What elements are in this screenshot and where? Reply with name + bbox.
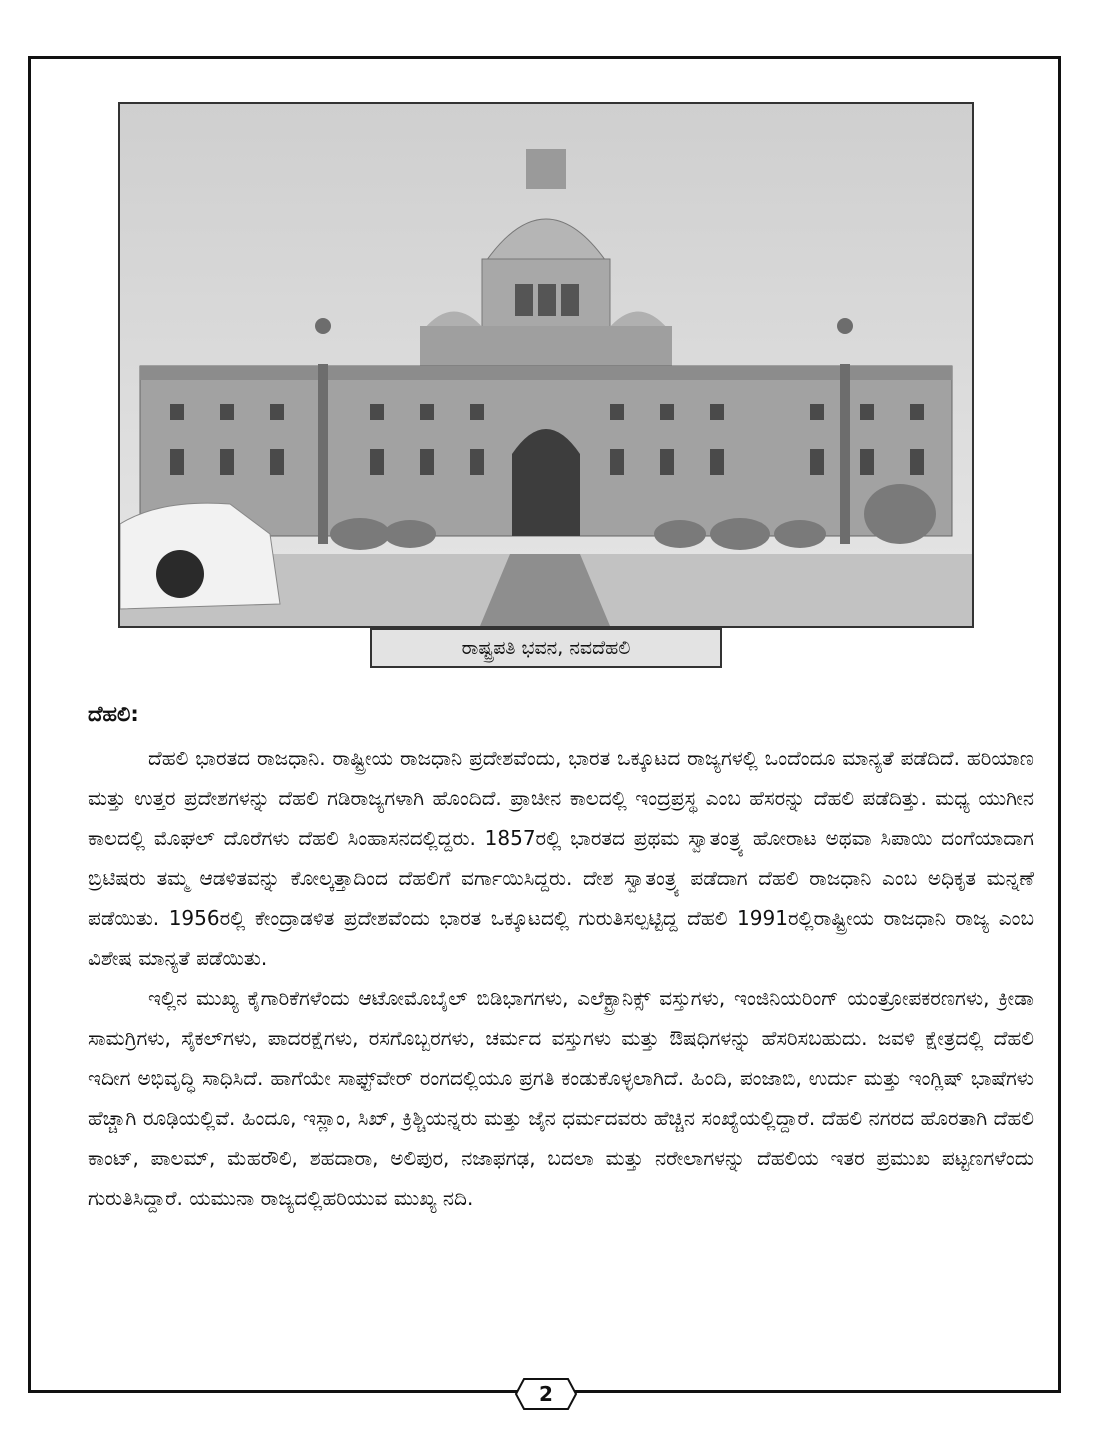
page-number: 2 xyxy=(539,1382,553,1406)
section-heading: ದೆಹಲಿ: xyxy=(88,702,139,726)
section-body xyxy=(88,738,1034,1218)
paragraph: ಇಲ್ಲಿನ ಮುಖ್ಯ ಕೈಗಾರಿಕೆಗಳೆಂದು ಆಟೋಮೊಬೈಲ್ ಬಿಡಿಭಾಗಗಳು, ಎಲೆಕ್ಟ್ರಾನಿಕ್ಸ್ ವಸ್ತುಗಳು, ಇಂಜಿನಿಯರಿಂಗ್ ಯಂತ್ರೋಪಕರಣಗಳು, ಕ್ರೀಡಾ ಸಾಮಗ್ರಿಗಳು, ಸೈಕಲ್‌ಗಳು, ಪಾದರಕ್ಷೆಗಳು, ರಸಗೊಬ್ಬರಗಳು, ಚರ್ಮದ ವಸ್ತುಗಳು ಮತ್ತು ಔಷಧಿಗಳನ್ನು ಹೆಸರಿಸಬಹುದು. ಜವಳಿ ಕ್ಷೇತ್ರದಲ್ಲಿ ದೆಹಲಿ ಇದೀಗ ಅಭಿವೃದ್ಧಿ ಸಾಧಿಸಿದೆ. ಹಾಗೆಯೇ ಸಾಫ್ಟ್‌ವೇರ್ ರಂಗದಲ್ಲಿಯೂ ಪ್ರಗತಿ ಕಂಡುಕೊಳ್ಳಲಾಗಿದೆ. ಹಿಂದಿ, ಪಂಜಾಬಿ, ಉರ್ದು ಮತ್ತು ಇಂಗ್ಲಿಷ್ ಭಾಷೆಗಳು ಹೆಚ್ಚಾಗಿ ರೂಢಿಯಲ್ಲಿವೆ. ಹಿಂದೂ, ಇಸ್ಲಾಂ, ಸಿಖ್, ಕ್ರಿಶ್ಚಿಯನ್ನರು ಮತ್ತು ಜೈನ ಧರ್ಮದವರು ಹೆಚ್ಚಿನ ಸಂಖ್ಯೆಯಲ್ಲಿದ್ದಾರೆ. ದೆಹಲಿ ನಗರದ ಹೊರತಾಗಿ ದೆಹಲಿ ಕಾಂಟ್, ಪಾಲಮ್, ಮೆಹರೌಲಿ, ಶಹದಾರಾ, ಅಲಿಪುರ, ನಜಾಫಗಢ, ಬದಲಾ ಮತ್ತು ನರೇಲಾಗಳನ್ನು ದೆಹಲಿಯ ಇತರ ಪ್ರಮುಖ ಪಟ್ಟಣಗಳೆಂದು ಗುರುತಿಸಿದ್ದಾರೆ. ಯಮುನಾ ರಾಜ್ಯದಲ್ಲಿಹರಿಯುವ ಮುಖ್ಯ ನದಿ. xyxy=(88,986,1034,1210)
photo-caption: ರಾಷ್ಟ್ರಪತಿ ಭವನ, ನವದೆಹಲಿ xyxy=(370,628,722,668)
rashtrapati-bhavan-illustration xyxy=(120,104,972,626)
page-number-badge xyxy=(514,1377,578,1411)
paragraph: ದೆಹಲಿ ಭಾರತದ ರಾಜಧಾನಿ. ರಾಷ್ಟ್ರೀಯ ರಾಜಧಾನಿ ಪ್ರದೇಶವೆಂದು, ಭಾರತ ಒಕ್ಕೂಟದ ರಾಜ್ಯಗಳಲ್ಲಿ ಒಂದೆಂದೂ ಮಾನ್ಯತೆ ಪಡೆದಿದೆ. ಹರಿಯಾಣ ಮತ್ತು ಉತ್ತರ ಪ್ರದೇಶಗಳನ್ನು ದೆಹಲಿ ಗಡಿರಾಜ್ಯಗಳಾಗಿ ಹೊಂದಿದೆ. ಪ್ರಾಚೀನ ಕಾಲದಲ್ಲಿ ಇಂದ್ರಪ್ರಸ್ಥ ಎಂಬ ಹೆಸರನ್ನು ದೆಹಲಿ ಪಡೆದಿತ್ತು. ಮಧ್ಯ ಯುಗೀನ ಕಾಲದಲ್ಲಿ ಮೊಘಲ್ ದೊರೆಗಳು ದೆಹಲಿ ಸಿಂಹಾಸನದಲ್ಲಿದ್ದರು. 1857ರಲ್ಲಿ ಭಾರತದ ಪ್ರಥಮ ಸ್ವಾತಂತ್ರ್ಯ ಹೋರಾಟ ಅಥವಾ ಸಿಪಾಯಿ ದಂಗೆಯಾದಾಗ ಬ್ರಿಟಿಷರು ತಮ್ಮ ಆಡಳಿತವನ್ನು ಕೋಲ್ಕತ್ತಾದಿಂದ ದೆಹಲಿಗೆ ವರ್ಗಾಯಿಸಿದ್ದರು. ದೇಶ ಸ್ವಾತಂತ್ರ್ಯ ಪಡೆದಾಗ ದೆಹಲಿ ರಾಜಧಾನಿ ಎಂಬ ಅಧಿಕೃತ ಮನ್ನಣೆ ಪಡೆಯಿತು. 1956ರಲ್ಲಿ ಕೇಂದ್ರಾಡಳಿತ ಪ್ರದೇಶವೆಂದು ಭಾರತ ಒಕ್ಕೂಟದಲ್ಲಿ ಗುರುತಿಸಲ್ಪಟ್ಟಿದ್ದ ದೆಹಲಿ 1991ರಲ್ಲಿರಾಷ್ಟ್ರೀಯ ರಾಜಧಾನಿ ರಾಜ್ಯ ಎಂಬ ವಿಶೇಷ ಮಾನ್ಯತೆ ಪಡೆಯಿತು. xyxy=(88,746,1034,970)
building-photo xyxy=(118,102,974,628)
